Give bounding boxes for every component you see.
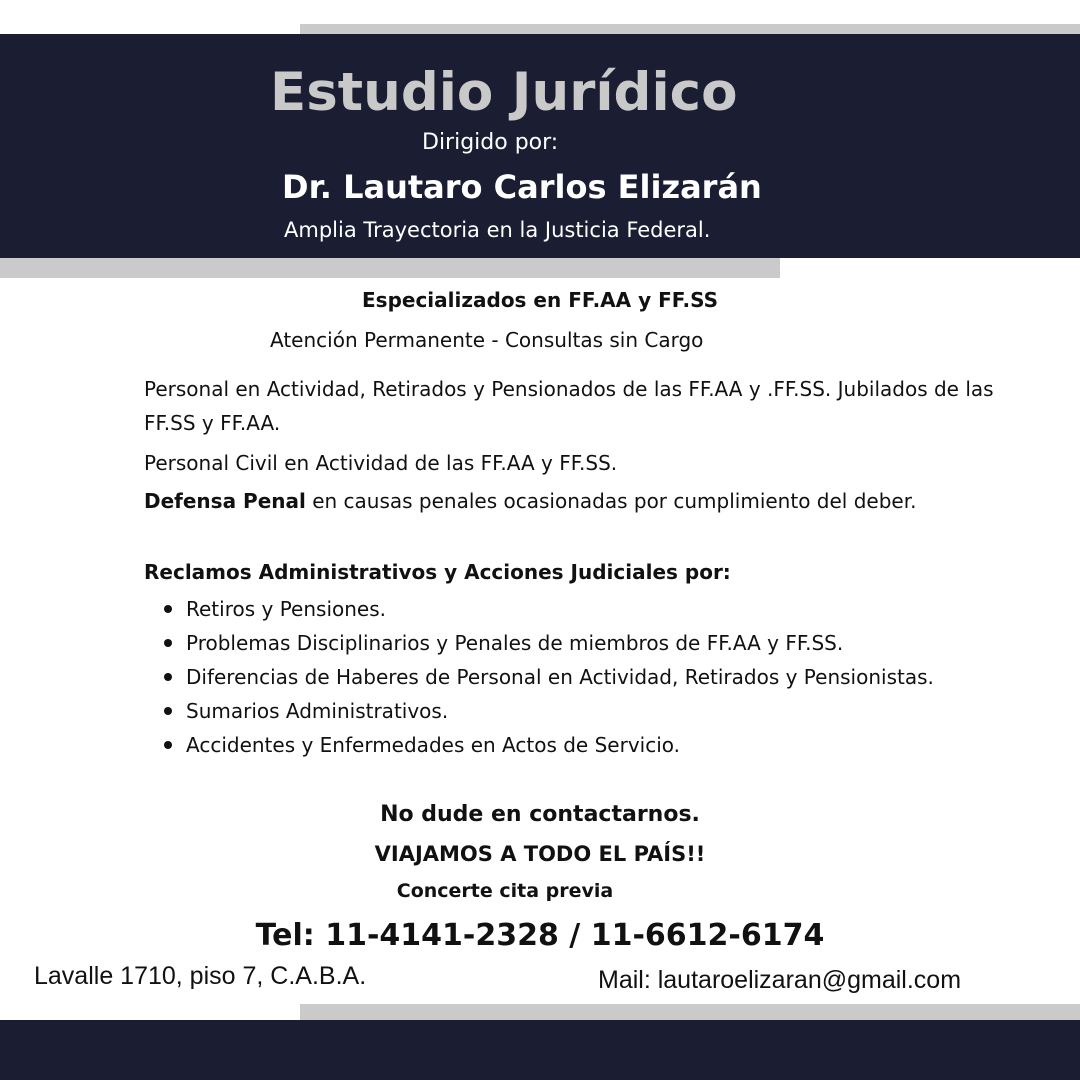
tagline: Amplia Trayectoria en la Justicia Federal. xyxy=(284,218,711,242)
appointment-notice: Concerte cita previa xyxy=(396,880,614,902)
contact-invitation: No dude en contactarnos. xyxy=(380,802,700,827)
director-name: Dr. Lautaro Carlos Elizarán xyxy=(282,168,762,206)
list-item xyxy=(144,660,1060,694)
clients-paragraph: Personal en Actividad, Retirados y Pensionados de las FF.AA y .FF.SS. Jubilados de las FF.SS y FF.AA. xyxy=(144,377,994,435)
list-item xyxy=(144,694,1060,728)
claim-text: Accidentes y Enfermedades en Actos de Servicio. xyxy=(186,733,681,757)
claims-list xyxy=(144,592,1060,762)
office-address: Lavalle 1710, piso 7, C.A.B.A. xyxy=(34,962,367,990)
claim-text: Sumarios Administrativos. xyxy=(186,699,449,723)
criminal-defense-label: Defensa Penal xyxy=(144,489,306,513)
claims-heading: Reclamos Administrativos y Acciones Judiciales por: xyxy=(144,560,731,584)
directed-by-label: Dirigido por: xyxy=(422,130,559,155)
header-accent-bar xyxy=(0,258,780,278)
bullet-icon xyxy=(164,741,172,749)
list-item xyxy=(144,592,1060,626)
page-title: Estudio Jurídico xyxy=(270,62,738,123)
travel-notice: VIAJAMOS A TODO EL PAÍS!! xyxy=(374,842,706,866)
phone-numbers: Tel: 11-4141-2328 / 11-6612-6174 xyxy=(255,918,825,953)
bullet-icon xyxy=(164,605,172,613)
criminal-defense-text: en causas penales ocasionadas por cumplimiento del deber. xyxy=(305,489,917,513)
bullet-icon xyxy=(164,639,172,647)
civil-staff-paragraph: Personal Civil en Actividad de las FF.AA y FF.SS. xyxy=(144,451,618,475)
footer-band xyxy=(0,1020,1080,1080)
bullet-icon xyxy=(164,707,172,715)
claim-text: Problemas Disciplinarios y Penales de miembros de FF.AA y FF.SS. xyxy=(186,631,844,655)
attention-subheading: Atención Permanente - Consultas sin Cargo xyxy=(270,328,704,352)
criminal-defense-paragraph xyxy=(144,484,1024,518)
claim-text: Diferencias de Haberes de Personal en Actividad, Retirados y Pensionistas. xyxy=(186,665,934,689)
bullet-icon xyxy=(164,673,172,681)
email-address: Mail: lautaroelizaran@gmail.com xyxy=(598,966,962,994)
list-item xyxy=(144,728,1060,762)
specialization-heading: Especializados en FF.AA y FF.SS xyxy=(362,288,718,312)
list-item xyxy=(144,626,1060,660)
claim-text: Retiros y Pensiones. xyxy=(186,597,386,621)
